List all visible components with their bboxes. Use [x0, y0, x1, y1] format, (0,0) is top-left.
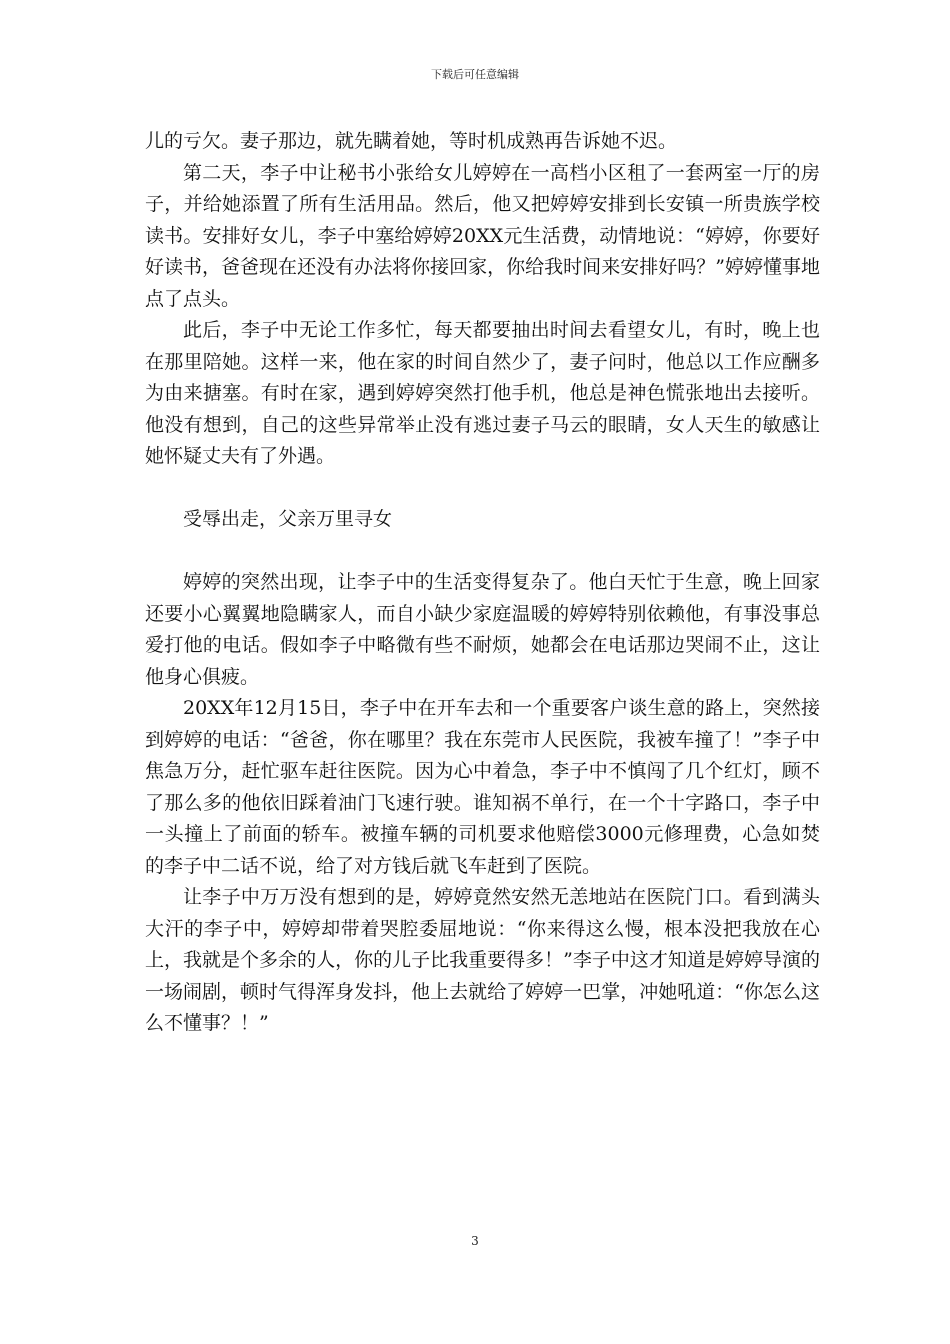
page-header: 下载后可任意编辑 [431, 68, 519, 81]
page-number: 3 [471, 1234, 479, 1248]
blank-line [145, 536, 820, 568]
paragraph-4: 婷婷的突然出现，让李子中的生活变得复杂了。他白天忙于生意，晚上回家还要小心翼翼地隐瞒家人，而自小缺少家庭温暖的婷婷特别依赖他，有事没事总爱打他的电话。假如李子中略微有些不耐烦，她都会在电话那边哭闹不止，这让他身心俱疲。 [145, 571, 820, 688]
document-body [145, 126, 820, 1040]
paragraph-5: 20XX年12月15日，李子中在开车去和一个重要客户谈生意的路上，突然接到婷婷的电话：“爸爸，你在哪里？我在东莞市人民医院，我被车撞了！”李子中焦急万分，赶忙驱车赶往医院。因为心中着急，李子中不慎闯了几个红灯，顾不了那么多的他依旧踩着油门飞速行驶。谁知祸不单行，在一个十字路口，李子中一头撞上了前面的轿车。被撞车辆的司机要求他赔偿3000元修理费，心急如焚的李子中二话不说，给了对方钱后就飞车赶到了医院。 [145, 697, 820, 877]
section-heading: 受辱出走，父亲万里寻女 [183, 508, 393, 530]
paragraph-3: 此后，李子中无论工作多忙，每天都要抽出时间去看望女儿，有时，晚上也在那里陪她。这样一来，他在家的时间自然少了，妻子问时，他总以工作应酬多为由来搪塞。有时在家，遇到婷婷突然打他手机，他总是神色慌张地出去接听。他没有想到，自己的这些异常举止没有逃过妻子马云的眼睛，女人天生的敏感让她怀疑丈夫有了外遇。 [145, 319, 820, 467]
paragraph-1: 儿的亏欠。妻子那边，就先瞒着她，等时机成熟再告诉她不迟。 [145, 130, 678, 152]
paragraph-2: 第二天，李子中让秘书小张给女儿婷婷在一高档小区租了一套两室一厅的房子，并给她添置了所有生活用品。然后，他又把婷婷安排到长安镇一所贵族学校读书。安排好女儿，李子中塞给婷婷20XX元生活费，动情地说：“婷婷，你要好好读书，爸爸现在还没有办法将你接回家，你给我时间来安排好吗？”婷婷懂事地点了点头。 [145, 161, 820, 310]
blank-line [145, 473, 820, 505]
paragraph-6: 让李子中万万没有想到的是，婷婷竟然安然无恙地站在医院门口。看到满头大汗的李子中，婷婷却带着哭腔委屈地说：“你来得这么慢，根本没把我放在心上，我就是个多余的人，你的儿子比我重要得多！”李子中这才知道是婷婷导演的一场闹剧，顿时气得浑身发抖，他上去就给了婷婷一巴掌，冲她吼道：“你怎么这么不懂事？！” [145, 886, 820, 1034]
